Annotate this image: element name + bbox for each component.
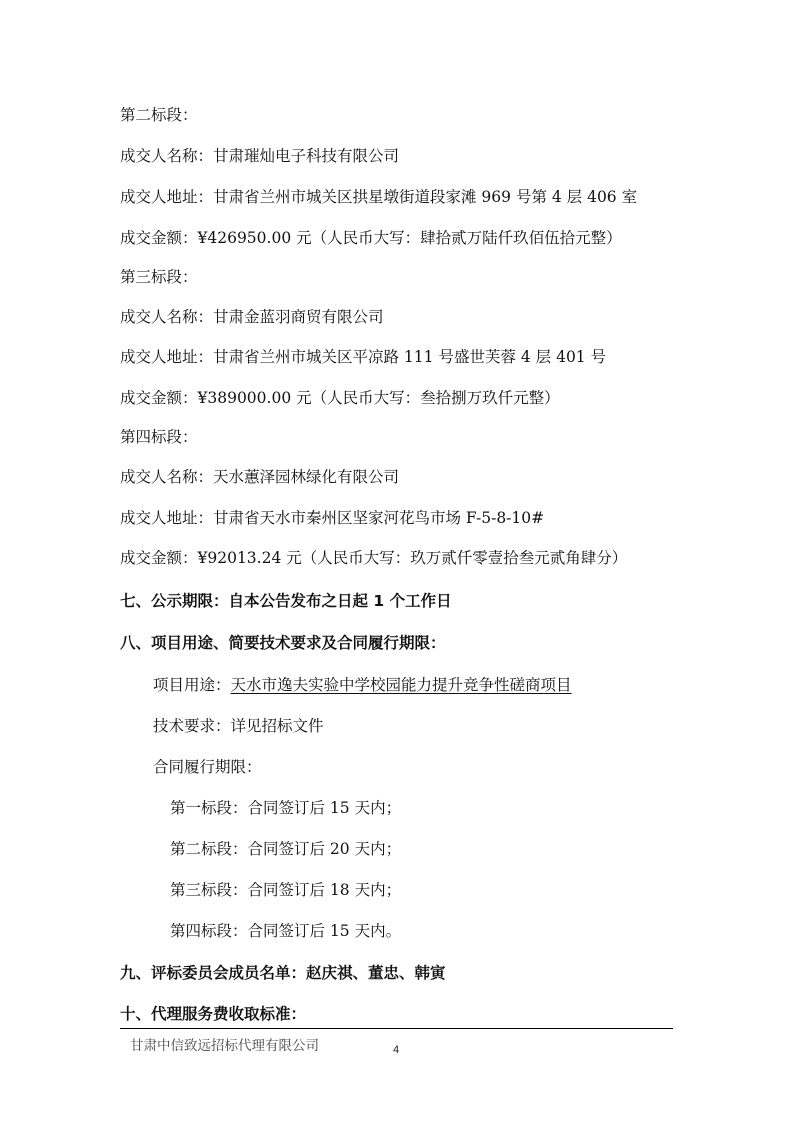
- lot4-amount: 成交金额：¥92013.24 元（人民币大写：玖万贰仟零壹拾叁元贰角肆分）: [120, 549, 628, 567]
- lot2-winner-name: 成交人名称：甘肃璀灿电子科技有限公司: [120, 147, 400, 165]
- lot4-winner-name: 成交人名称：天水蕙泽园林绿化有限公司: [120, 468, 400, 486]
- footer-company-name: 甘肃中信致远招标代理有限公司: [130, 1038, 319, 1054]
- project-purpose-value: 天水市逸夫实验中学校园能力提升竞争性磋商项目: [230, 676, 572, 694]
- lot3-winner-address: 成交人地址：甘肃省兰州市城关区平凉路 111 号盛世芙蓉 4 层 401 号: [120, 348, 607, 366]
- lot2-heading: 第二标段：: [120, 106, 198, 124]
- footer-divider: [120, 1028, 673, 1029]
- page-number: 4: [393, 1044, 400, 1056]
- technical-requirements: 技术要求：详见招标文件: [153, 717, 324, 735]
- contract-period-label: 合同履行期限：: [153, 758, 262, 776]
- lot3-amount: 成交金额：¥389000.00 元（人民币大写：叁拾捌万玖仟元整）: [120, 389, 560, 407]
- lot2-winner-address: 成交人地址：甘肃省兰州市城关区拱星墩街道段家滩 969 号第 4 层 406 室: [120, 188, 638, 206]
- lot2-amount: 成交金额：¥426950.00 元（人民币大写：肆拾贰万陆仟玖佰伍拾元整）: [120, 229, 622, 247]
- section-8-heading: 八、项目用途、简要技术要求及合同履行期限：: [120, 634, 446, 652]
- section-10-heading: 十、代理服务费收取标准：: [120, 1005, 307, 1023]
- lot3-winner-name: 成交人名称：甘肃金蓝羽商贸有限公司: [120, 308, 384, 326]
- period-lot-2: 第二标段：合同签订后 20 天内；: [170, 840, 402, 858]
- lot3-heading: 第三标段：: [120, 268, 198, 286]
- period-lot-3: 第三标段：合同签订后 18 天内；: [170, 881, 402, 899]
- project-purpose-label: 项目用途：: [153, 676, 231, 694]
- lot4-winner-address: 成交人地址：甘肃省天水市秦州区坚家河花鸟市场 F-5-8-10#: [120, 509, 545, 527]
- period-lot-1: 第一标段：合同签订后 15 天内；: [170, 799, 402, 817]
- period-lot-4: 第四标段：合同签订后 15 天内。: [170, 922, 402, 940]
- lot4-heading: 第四标段：: [120, 428, 198, 446]
- section-7-heading: 七、公示期限：自本公告发布之日起 1 个工作日: [120, 592, 452, 610]
- section-9-heading: 九、评标委员会成员名单：赵庆祺、董忠、韩寅: [120, 964, 446, 982]
- project-purpose: [153, 675, 572, 695]
